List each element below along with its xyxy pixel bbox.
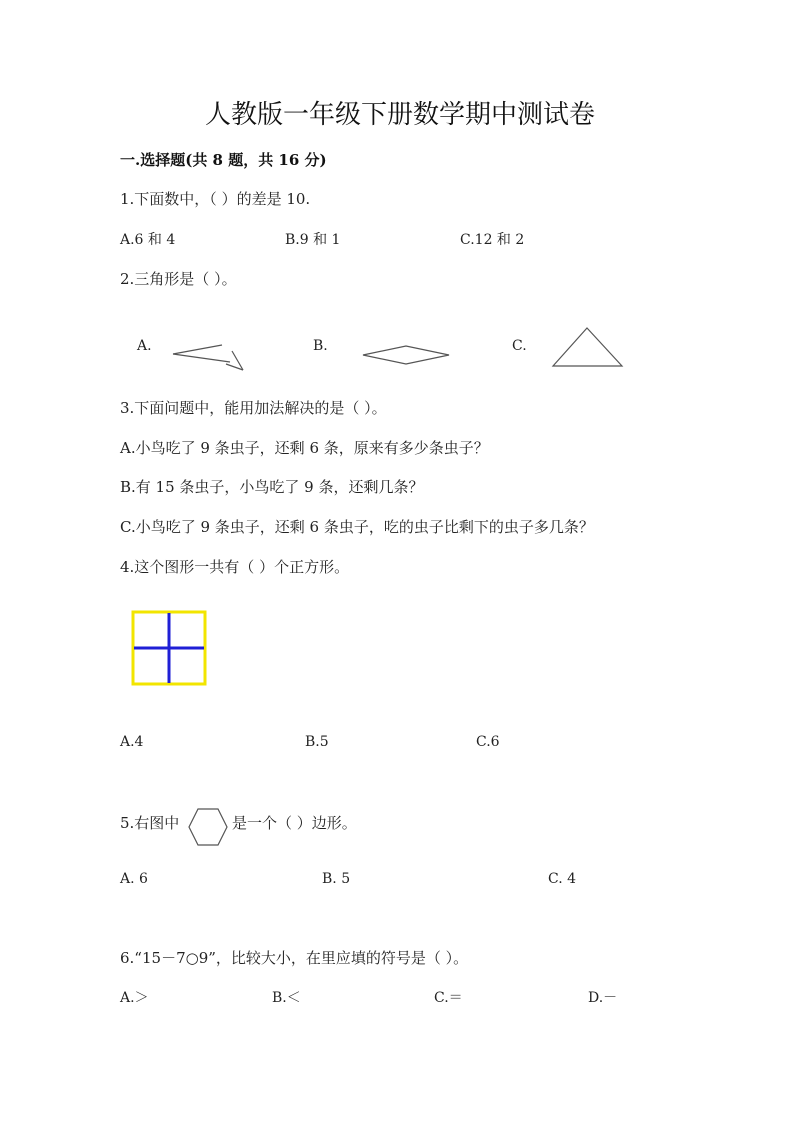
question-4-option-b: B.5 <box>305 734 329 750</box>
square-grid-figure <box>131 610 207 686</box>
question-3-option-a: A.小鸟吃了 9 条虫子，还剩 6 条，原来有多少条虫子？ <box>120 439 489 457</box>
question-4-stem: 4.这个图形一共有（ ）个正方形。 <box>120 558 350 576</box>
question-5-stem-before: 5.右图中 <box>120 814 180 832</box>
question-5-option-c: C. 4 <box>548 871 577 887</box>
question-2-option-c: C. <box>512 338 527 354</box>
question-6-option-c: C.＝ <box>434 990 463 1006</box>
page-title: 人教版一年级下册数学期中测试卷 <box>204 100 595 130</box>
question-1-stem: 1.下面数中，（ ）的差是 10. <box>120 190 311 208</box>
question-4-option-c: C.6 <box>476 734 500 750</box>
section-heading: 一.选择题(共 8 题，共 16 分) <box>120 151 327 169</box>
question-6-option-b: B.＜ <box>272 990 301 1006</box>
question-5-stem-after: 是一个（ ）边形。 <box>232 814 357 832</box>
question-3-option-b: B.有 15 条虫子，小鸟吃了 9 条，还剩几条？ <box>120 478 424 496</box>
question-5-option-a: A. 6 <box>120 871 148 887</box>
question-2-stem: 2.三角形是（ ）。 <box>120 270 237 288</box>
open-angle-figure <box>170 342 250 374</box>
question-1-option-b: B.9 和 1 <box>285 232 341 248</box>
rhombus-figure <box>360 344 452 366</box>
question-6-stem: 6.“15－7○9”，比较大小，在里应填的符号是（ ）。 <box>120 949 469 967</box>
question-3-option-c: C.小鸟吃了 9 条虫子，还剩 6 条虫子，吃的虫子比剩下的虫子多几条？ <box>120 518 594 536</box>
question-6-option-a: A.＞ <box>120 990 149 1006</box>
question-6-option-d: D.－ <box>588 990 618 1006</box>
question-5-option-b: B. 5 <box>322 871 351 887</box>
question-4-option-a: A.4 <box>120 734 144 750</box>
question-2-option-a: A. <box>137 338 152 354</box>
question-1-option-a: A.6 和 4 <box>120 232 176 248</box>
hexagon-figure <box>187 807 229 847</box>
question-3-stem: 3.下面问题中，能用加法解决的是（ ）。 <box>120 399 387 417</box>
question-1-option-c: C.12 和 2 <box>460 232 525 248</box>
question-2-option-b: B. <box>313 338 328 354</box>
triangle-figure <box>551 326 625 370</box>
